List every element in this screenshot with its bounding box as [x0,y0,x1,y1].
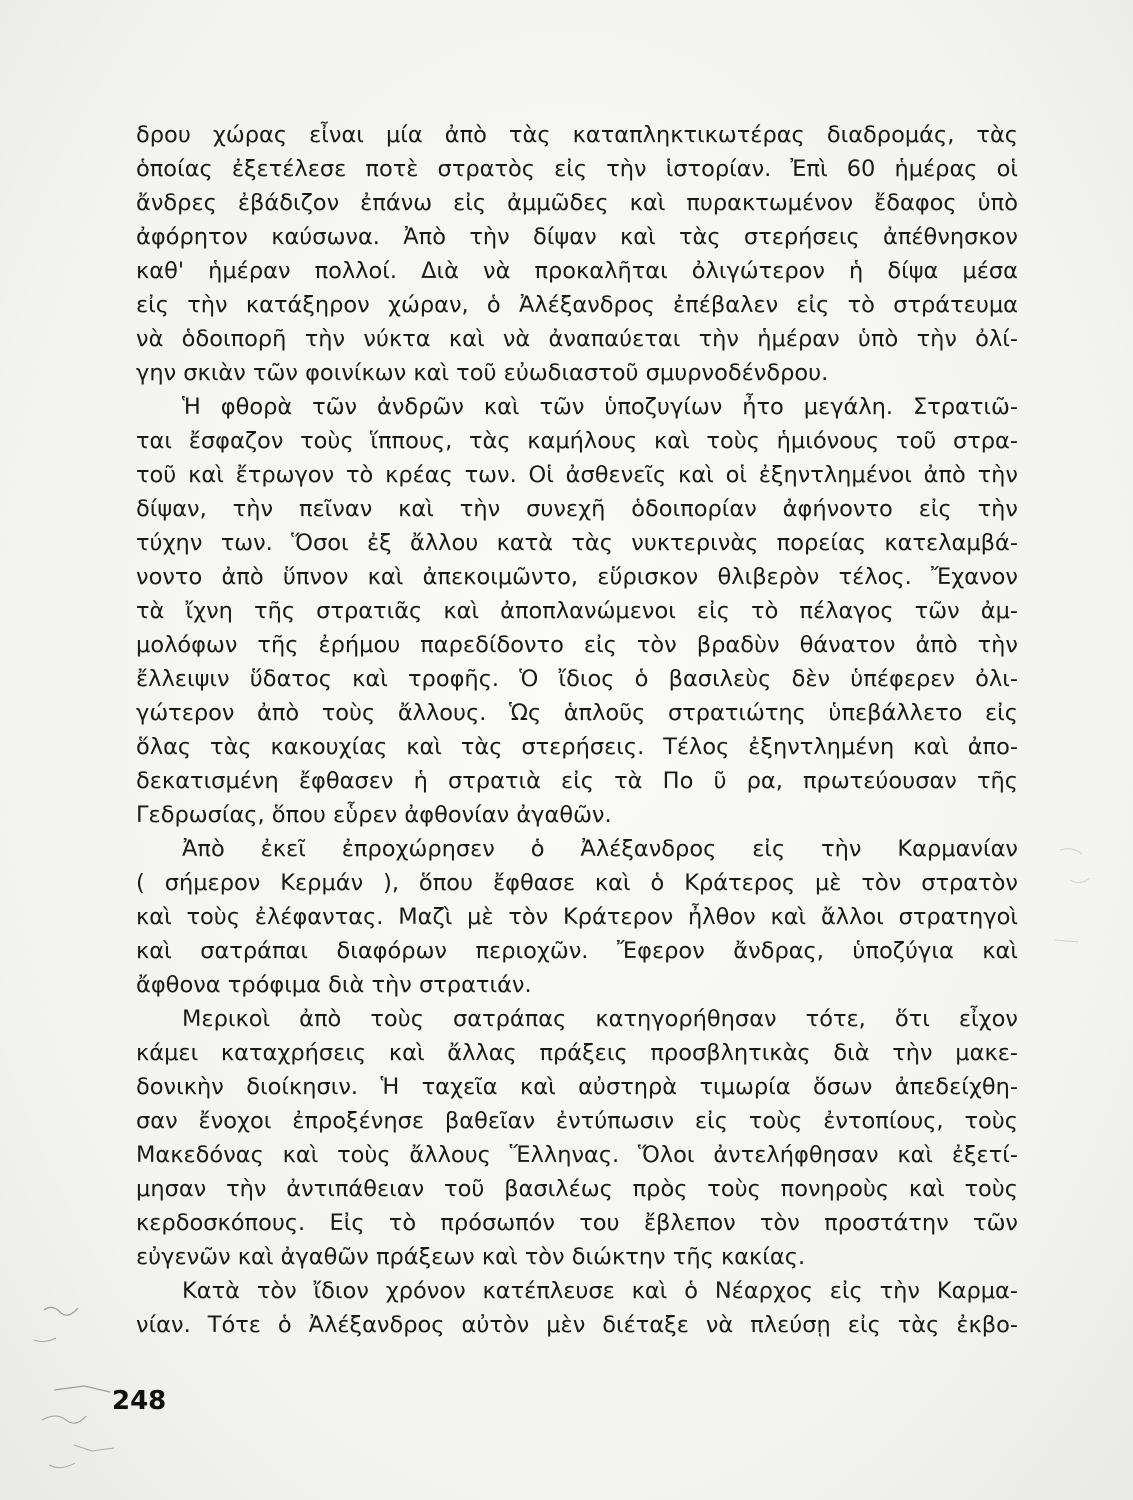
page-number: 248 [112,1386,167,1416]
text-line: γώτερον ἀπὸ τοὺς ἄλλους. Ὡς ἁπλοῦς στρατιώτης ὑπεβάλλετο εἰς [136,700,1018,726]
text-line: εὐγενῶν καὶ ἀγαθῶν πράξεων καὶ τὸν διώκτην τῆς κακίας. [136,1244,806,1270]
text-line: γην σκιὰν τῶν φοινίκων καὶ τοῦ εὐωδιαστοῦ σμυρνοδένδρου. [136,360,829,386]
text-line: Κατὰ τὸν ἴδιον χρόνον κατέπλευσε καὶ ὁ Νέαρχος εἰς τὴν Καρμα- [182,1278,1018,1304]
text-line: μολόφων τῆς ἐρήμου παρεδίδοντο εἰς τὸν βραδὺν θάνατον ἀπὸ τὴν [136,632,1018,658]
paragraph-2 [136,390,1018,832]
text-line: δίψαν, τὴν πεῖναν καὶ τὴν συνεχῆ ὁδοιπορίαν ἀφήνοντο εἰς τὴν [136,496,1018,522]
text-line: νὰ ὁδοιπορῆ τὴν νύκτα καὶ νὰ ἀναπαύεται τὴν ἡμέραν ὑπὸ τὴν ὀλί- [136,326,1018,352]
paragraph-1 [136,118,1018,390]
paragraph-3 [136,832,1018,1002]
text-line: μησαν τὴν ἀντιπάθειαν τοῦ βασιλέως πρὸς τοὺς πονηροὺς καὶ τοὺς [136,1176,1018,1202]
text-line: ἔλλειψιν ὕδατος καὶ τροφῆς. Ὁ ἴδιος ὁ βασιλεὺς δὲν ὑπέφερεν ὀλι- [136,666,1018,692]
text-line: ὁποίας ἐξετέλεσε ποτὲ στρατὸς εἰς τὴν ἱστορίαν. Ἐπὶ 60 ἡμέρας οἱ [136,156,1018,182]
text-line: νίαν. Τότε ὁ Ἀλέξανδρος αὐτὸν μὲν διέταξε νὰ πλεύσῃ εἰς τὰς ἐκβο- [136,1312,1018,1338]
paragraph-5 [136,1274,1018,1342]
text-line: Ἀπὸ ἐκεῖ ἐπροχώρησεν ὁ Ἀλέξανδρος εἰς τὴν Καρμανίαν [182,836,1018,862]
text-line: Μερικοὶ ἀπὸ τοὺς σατράπας κατηγορήθησαν τότε, ὅτι εἶχον [182,1006,1018,1032]
text-line: δονικὴν διοίκησιν. Ἡ ταχεῖα καὶ αὐστηρὰ τιμωρία ὅσων ἀπεδείχθη- [136,1074,1018,1100]
text-line: καθ' ἡμέραν πολλοί. Διὰ νὰ προκαλῆται ὀλιγώτερον ἡ δίψα μέσα [136,258,1018,284]
text-line: δεκατισμένη ἔφθασεν ἡ στρατιὰ εἰς τὰ Πο ῦ ρα, πρωτεύουσαν τῆς [136,768,1018,794]
text-line: Ἡ φθορὰ τῶν ἀνδρῶν καὶ τῶν ὑποζυγίων ἦτο μεγάλη. Στρατιῶ- [182,394,1018,420]
text-line: τοῦ καὶ ἔτρωγον τὸ κρέας των. Οἱ ἀσθενεῖς καὶ οἱ ἐξηντλημένοι ἀπὸ τὴν [136,462,1018,488]
text-line: ἄφθονα τρόφιμα διὰ τὴν στρατιάν. [136,972,532,998]
text-line: ται ἔσφαζον τοὺς ἵππους, τὰς καμήλους καὶ τοὺς ἡμιόνους τοῦ στρα- [136,428,1018,454]
text-line: δρου χώρας εἶναι μία ἀπὸ τὰς καταπληκτικωτέρας διαδρομάς, τὰς [136,122,1018,148]
text-line: ἀφόρητον καύσωνα. Ἀπὸ τὴν δίψαν καὶ τὰς στερήσεις ἀπέθνησκον [136,224,1018,250]
text-line: Μακεδόνας καὶ τοὺς ἄλλους Ἕλληνας. Ὅλοι ἀντελήφθησαν καὶ ἐξετί- [136,1142,1018,1168]
text-line: σαν ἔνοχοι ἐπροξένησε βαθεῖαν ἐντύπωσιν εἰς τοὺς ἐντοπίους, τοὺς [136,1108,1018,1134]
margin-pencil-marks [14,1270,167,1490]
text-line: εἰς τὴν κατάξηρον χώραν, ὁ Ἀλέξανδρος ἐπέβαλεν εἰς τὸ στράτευμα [136,292,1018,318]
text-line: καὶ σατράπαι διαφόρων περιοχῶν. Ἔφερον ἄνδρας, ὑποζύγια καὶ [136,938,1018,964]
text-line: κάμει καταχρήσεις καὶ ἄλλας πράξεις προσβλητικὰς διὰ τὴν μακε- [136,1040,1018,1066]
text-line: κερδοσκόπους. Εἰς τὸ πρόσωπόν του ἔβλεπον τὸν προστάτην τῶν [136,1210,1018,1236]
text-line: τύχην των. Ὅσοι ἐξ ἄλλου κατὰ τὰς νυκτερινὰς πορείας κατελαμβά- [136,530,1018,556]
margin-faint-marks [1040,820,1130,1020]
paragraph-4 [136,1002,1018,1274]
body-text [136,118,1018,1342]
text-line: τὰ ἴχνη τῆς στρατιᾶς καὶ ἀποπλανώμενοι εἰς τὸ πέλαγος τῶν ἀμ- [136,598,1018,624]
text-line: ὅλας τὰς κακουχίας καὶ τὰς στερήσεις. Τέλος ἐξηντλημένη καὶ ἀπο- [136,734,1018,760]
text-line: ( σήμερον Κερμάν ), ὅπου ἔφθασε καὶ ὁ Κράτερος μὲ τὸν στρατὸν [136,870,1018,896]
text-line: καὶ τοὺς ἐλέφαντας. Μαζὶ μὲ τὸν Κράτερον ἦλθον καὶ ἄλλοι στρατηγοὶ [136,904,1018,930]
text-line: νοντο ἀπὸ ὕπνον καὶ ἀπεκοιμῶντο, εὕρισκον θλιβερὸν τέλος. Ἔχανον [136,564,1018,590]
text-line: ἄνδρες ἐβάδιζον ἐπάνω εἰς ἀμμῶδες καὶ πυρακτωμένον ἔδαφος ὑπὸ [136,190,1018,216]
text-line: Γεδρωσίας, ὅπου εὗρεν ἀφθονίαν ἀγαθῶν. [136,802,612,828]
